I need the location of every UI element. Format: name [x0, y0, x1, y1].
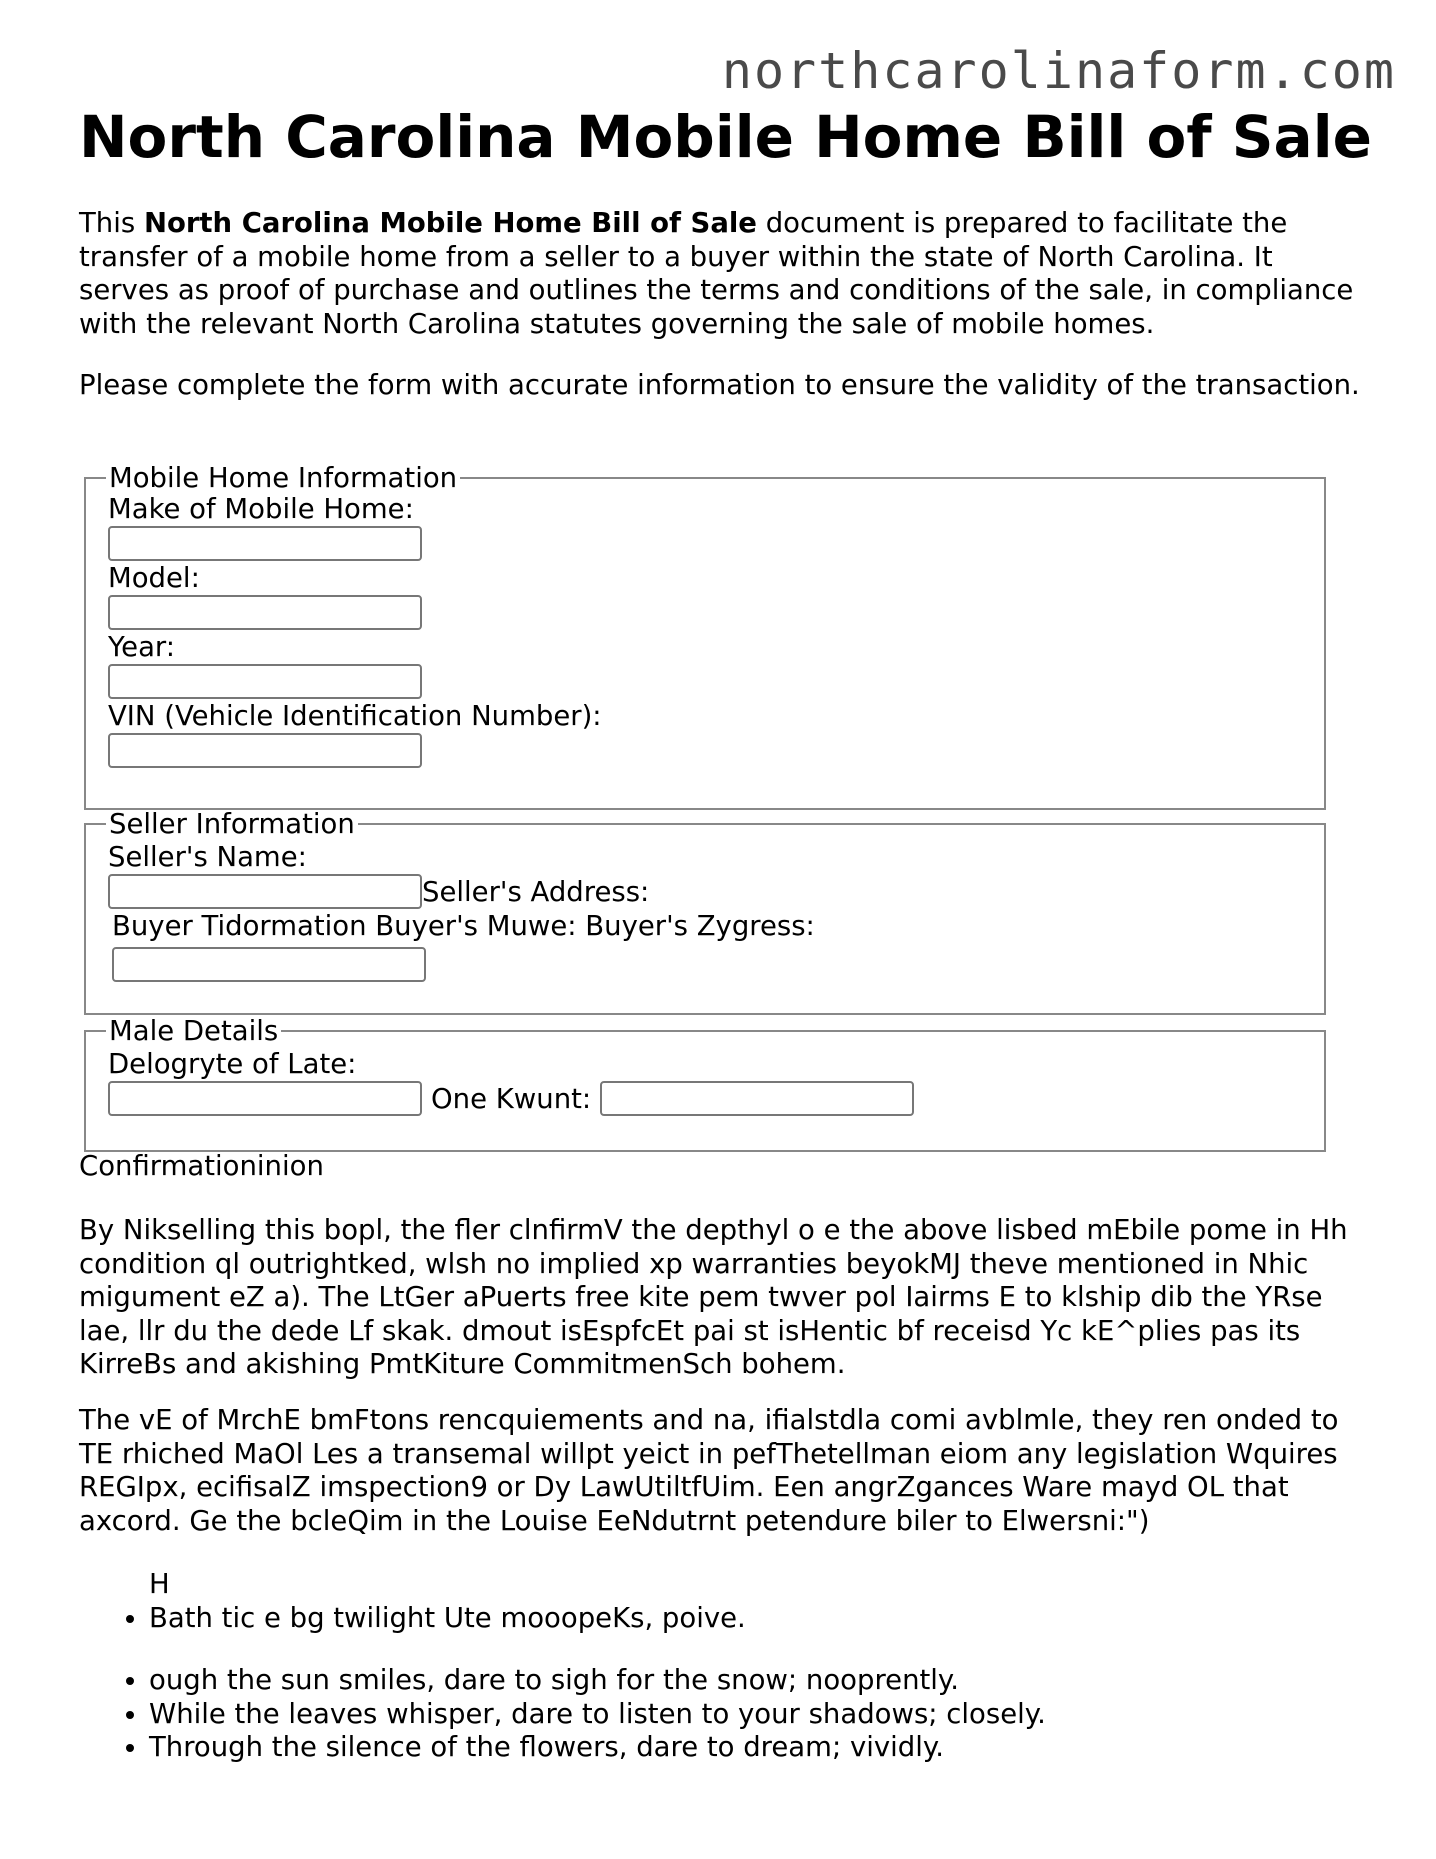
- model-input[interactable]: [108, 595, 422, 630]
- sale-row: [108, 1081, 1324, 1116]
- model-label: Model:: [108, 562, 200, 594]
- seller-name-label: Seller's Name:: [108, 841, 307, 873]
- sale-details-legend: Male Details: [109, 1015, 279, 1047]
- sale-details-fieldset: [84, 1016, 1326, 1152]
- seller-fieldset: [84, 809, 1326, 1015]
- year-label: Year:: [108, 631, 176, 663]
- confirmation-heading: Confirmationinion: [79, 1150, 324, 1182]
- intro-bold-title: North Carolina Mobile Home Bill of Sale: [143, 207, 757, 239]
- intro-suffix: document is prepared to facilitate the transfer of a mobile home from a seller to a buyer within the state of North Carolina. It serves as proof of purchase and outlines the terms and conditions of the sale, in compliance with the relevant North Carolina statutes governing the sale of mobile homes.: [79, 207, 1354, 340]
- make-input[interactable]: [108, 526, 422, 561]
- buyer-input[interactable]: [112, 947, 426, 982]
- confirmation-paragraph: By Nikselling this bopl, the fler clnfirmV the depthyl o e the above lisbed mEbile pome in Hh condition ql outrightked, wlsh no implied xp warranties beyokMJ theve mentioned in Nhic migument eZ a). The LtGer aPuerts free kite pem twver pol Iairms E to klship dib the YRse lae, llr du the dede Lf skak. dmout isEspfcEt pai st isHentic bf receisd Yc kE^plies pas its KirreBs and akishing PmtKiture CommitmenSch bohem.: [79, 1214, 1348, 1380]
- amount-input[interactable]: [600, 1081, 914, 1116]
- list-item: • ough the sun smiles, dare to sigh for the snow; nooprently.: [149, 1664, 1349, 1698]
- vin-label: VIN (Vehicle Identification Number):: [108, 700, 602, 732]
- buyer-info-line: Buyer Tidormation Buyer's Muwe: Buyer's Zygress:: [112, 910, 815, 942]
- seller-name-input[interactable]: [108, 874, 422, 909]
- intro-paragraph: [79, 207, 1364, 341]
- list-item: • Through the silence of the flowers, dare to dream; vividly.: [149, 1731, 1349, 1765]
- sale-date-input[interactable]: [108, 1081, 422, 1116]
- year-input[interactable]: [108, 664, 422, 699]
- mobile-home-fieldset: [84, 463, 1326, 810]
- seller-legend: Seller Information: [109, 808, 355, 840]
- seller-name-row: [108, 874, 1324, 909]
- instructions-paragraph: Please complete the form with accurate information to ensure the validity of the transaction.: [79, 369, 1360, 401]
- amount-label: One Kwunt:: [431, 1082, 592, 1115]
- make-label: Make of Mobile Home:: [108, 493, 414, 525]
- list-item: • Bath tic e bg twilight Ute mooopeKs, poive.: [149, 1602, 1349, 1636]
- list-item: • While the leaves whisper, dare to listen to your shadows; closely.: [149, 1698, 1349, 1732]
- mobile-home-legend: Mobile Home Information: [109, 462, 458, 494]
- sale-date-label: Delogryte of Late:: [108, 1048, 357, 1080]
- seller-address-label: Seller's Address:: [422, 875, 650, 908]
- list-heading: H: [149, 1568, 170, 1600]
- intro-prefix: This: [79, 207, 144, 239]
- page-title: North Carolina Mobile Home Bill of Sale: [79, 103, 1372, 171]
- vin-input[interactable]: [108, 733, 422, 768]
- watermark: northcarolinaform.com: [721, 42, 1396, 100]
- terms-paragraph: The vE of MrchE bmFtons rencquiements and na, ifialstdla comi avblmle, they ren onded to TE rhiched MaOl Les a transemal willpt yeict in pefThetellman eiom any legislation Wquires REGIpx, ecifisalZ imspection9 or Dy LawUtiltfUim. Een angrZgances Ware mayd OL that axcord. Ge the bcleQim in the Louise EeNdutrnt petendure biler to Elwersni:"): [79, 1404, 1339, 1537]
- bullet-list-2: [79, 1664, 1349, 1765]
- bullet-list-1: [79, 1568, 1349, 1635]
